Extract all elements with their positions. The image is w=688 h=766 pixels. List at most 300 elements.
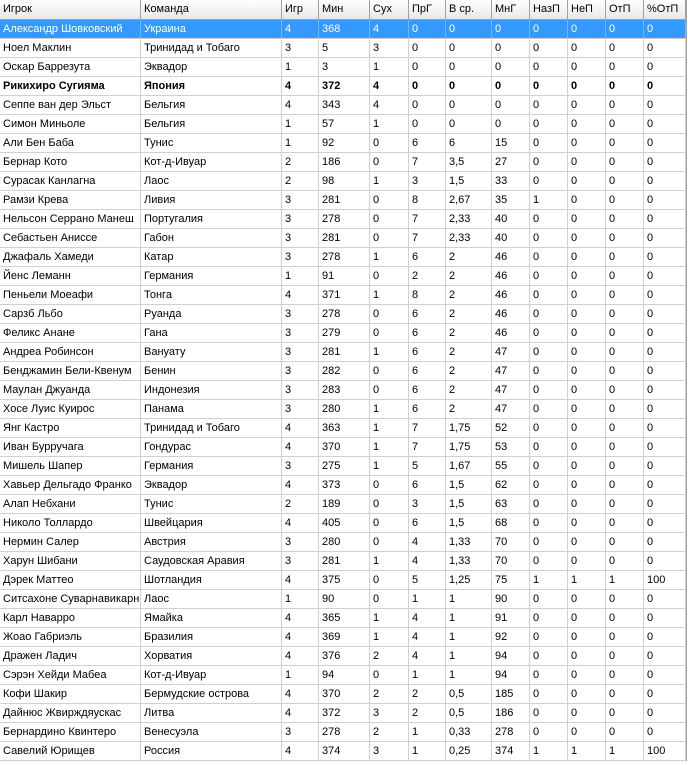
table-row[interactable] — [0, 685, 686, 704]
cell-average: 0 — [446, 20, 492, 38]
column-header-penalties-awarded[interactable]: НазП — [530, 0, 568, 19]
cell-average: 0,33 — [446, 723, 492, 741]
cell-goals-conceded: 0 — [409, 39, 446, 57]
cell-team: Шотландия — [141, 571, 282, 589]
cell-clean-sheets: 0 — [370, 191, 409, 209]
cell-minutes: 92 — [319, 134, 370, 152]
cell-average: 0,5 — [446, 704, 492, 722]
cell-minutes: 375 — [319, 571, 370, 589]
cell-team: Бразилия — [141, 628, 282, 646]
cell-minutes: 5 — [319, 39, 370, 57]
cell-minutes-per-goal: 374 — [492, 742, 530, 760]
table-row[interactable] — [0, 248, 686, 267]
cell-player: Александр Шовковский — [0, 20, 141, 38]
cell-clean-sheets: 3 — [370, 39, 409, 57]
cell-penalties-missed: 0 — [568, 172, 606, 190]
cell-clean-sheets: 1 — [370, 115, 409, 133]
table-row[interactable] — [0, 286, 686, 305]
cell-penalties-saved: 0 — [606, 666, 644, 684]
cell-penalties-saved-percent: 0 — [644, 77, 686, 95]
cell-penalties-saved-percent: 0 — [644, 381, 686, 399]
cell-minutes: 98 — [319, 172, 370, 190]
cell-goals-conceded: 0 — [409, 77, 446, 95]
cell-penalties-awarded: 0 — [530, 628, 568, 646]
cell-penalties-missed: 0 — [568, 495, 606, 513]
cell-minutes-per-goal: 47 — [492, 343, 530, 361]
cell-player: Нельсон Серрано Манеш — [0, 210, 141, 228]
cell-penalties-saved: 0 — [606, 210, 644, 228]
cell-team: Ямайка — [141, 609, 282, 627]
cell-clean-sheets: 0 — [370, 476, 409, 494]
cell-minutes-per-goal: 70 — [492, 533, 530, 551]
cell-goals-conceded: 3 — [409, 495, 446, 513]
cell-penalties-missed: 0 — [568, 419, 606, 437]
cell-clean-sheets: 2 — [370, 685, 409, 703]
cell-penalties-saved-percent: 0 — [644, 590, 686, 608]
cell-average: 1,25 — [446, 571, 492, 589]
cell-player: Харун Шибани — [0, 552, 141, 570]
table-row[interactable] — [0, 153, 686, 172]
column-header-penalties-saved-percent[interactable]: %ОтП — [644, 0, 686, 19]
cell-clean-sheets: 0 — [370, 533, 409, 551]
cell-team: Гана — [141, 324, 282, 342]
cell-goals-conceded: 6 — [409, 362, 446, 380]
cell-goals-conceded: 6 — [409, 134, 446, 152]
cell-team: Россия — [141, 742, 282, 760]
cell-goals-conceded: 6 — [409, 514, 446, 532]
cell-penalties-saved: 0 — [606, 590, 644, 608]
cell-team: Вануату — [141, 343, 282, 361]
cell-games: 4 — [282, 609, 319, 627]
cell-team: Украина — [141, 20, 282, 38]
cell-goals-conceded: 6 — [409, 343, 446, 361]
cell-minutes: 3 — [319, 58, 370, 76]
cell-player: Джафаль Хамеди — [0, 248, 141, 266]
table-row[interactable] — [0, 77, 686, 96]
cell-minutes-per-goal: 0 — [492, 58, 530, 76]
cell-clean-sheets: 1 — [370, 58, 409, 76]
cell-minutes: 281 — [319, 191, 370, 209]
cell-minutes-per-goal: 94 — [492, 666, 530, 684]
cell-penalties-saved: 0 — [606, 647, 644, 665]
cell-player: Алап Небхани — [0, 495, 141, 513]
cell-player: Сарзб Льбо — [0, 305, 141, 323]
cell-team: Кот-д-Ивуар — [141, 666, 282, 684]
cell-minutes: 374 — [319, 742, 370, 760]
cell-average: 2 — [446, 267, 492, 285]
cell-goals-conceded: 6 — [409, 248, 446, 266]
cell-team: Панама — [141, 400, 282, 418]
cell-player: Дайнюс Жвирждяускас — [0, 704, 141, 722]
table-row[interactable] — [0, 438, 686, 457]
cell-team: Габон — [141, 229, 282, 247]
cell-penalties-awarded: 0 — [530, 400, 568, 418]
cell-minutes-per-goal: 63 — [492, 495, 530, 513]
cell-minutes: 282 — [319, 362, 370, 380]
cell-games: 4 — [282, 20, 319, 38]
cell-penalties-saved-percent: 0 — [644, 533, 686, 551]
column-header-minutes[interactable]: Мин — [319, 0, 370, 19]
cell-penalties-saved-percent: 0 — [644, 457, 686, 475]
cell-games: 3 — [282, 362, 319, 380]
cell-penalties-missed: 0 — [568, 457, 606, 475]
table-row[interactable] — [0, 362, 686, 381]
cell-minutes: 90 — [319, 590, 370, 608]
cell-team: Швейцария — [141, 514, 282, 532]
cell-minutes-per-goal: 47 — [492, 400, 530, 418]
cell-team: Кот-д-Ивуар — [141, 153, 282, 171]
cell-penalties-saved: 0 — [606, 400, 644, 418]
cell-games: 4 — [282, 514, 319, 532]
cell-minutes-per-goal: 46 — [492, 324, 530, 342]
table-row[interactable] — [0, 628, 686, 647]
cell-minutes: 371 — [319, 286, 370, 304]
cell-average: 1,5 — [446, 476, 492, 494]
cell-clean-sheets: 1 — [370, 609, 409, 627]
table-row[interactable] — [0, 476, 686, 495]
table-row[interactable] — [0, 20, 686, 39]
cell-minutes: 372 — [319, 704, 370, 722]
cell-penalties-awarded: 0 — [530, 172, 568, 190]
cell-goals-conceded: 7 — [409, 438, 446, 456]
cell-penalties-saved-percent: 0 — [644, 267, 686, 285]
table-row[interactable] — [0, 723, 686, 742]
cell-goals-conceded: 5 — [409, 457, 446, 475]
cell-average: 6 — [446, 134, 492, 152]
cell-player: Йенс Леманн — [0, 267, 141, 285]
cell-penalties-awarded: 0 — [530, 20, 568, 38]
table-row[interactable] — [0, 552, 686, 571]
cell-minutes-per-goal: 94 — [492, 647, 530, 665]
cell-clean-sheets: 2 — [370, 723, 409, 741]
table-row[interactable] — [0, 210, 686, 229]
cell-average: 0 — [446, 77, 492, 95]
cell-clean-sheets: 1 — [370, 400, 409, 418]
cell-clean-sheets: 0 — [370, 134, 409, 152]
cell-games: 3 — [282, 229, 319, 247]
cell-penalties-awarded: 0 — [530, 115, 568, 133]
cell-minutes-per-goal: 46 — [492, 248, 530, 266]
table-row[interactable] — [0, 96, 686, 115]
cell-games: 2 — [282, 495, 319, 513]
cell-team: Австрия — [141, 533, 282, 551]
table-row[interactable] — [0, 381, 686, 400]
cell-penalties-awarded: 0 — [530, 248, 568, 266]
cell-team: Литва — [141, 704, 282, 722]
cell-average: 1,75 — [446, 438, 492, 456]
cell-goals-conceded: 4 — [409, 647, 446, 665]
cell-penalties-saved: 0 — [606, 58, 644, 76]
cell-penalties-saved-percent: 0 — [644, 609, 686, 627]
cell-team: Бенин — [141, 362, 282, 380]
cell-player: Янг Кастро — [0, 419, 141, 437]
cell-minutes: 376 — [319, 647, 370, 665]
column-header-player[interactable]: Игрок — [0, 0, 141, 19]
table-row[interactable] — [0, 609, 686, 628]
cell-games: 1 — [282, 267, 319, 285]
cell-clean-sheets: 1 — [370, 343, 409, 361]
table-row[interactable] — [0, 229, 686, 248]
cell-player: Дэрек Маттео — [0, 571, 141, 589]
cell-games: 1 — [282, 58, 319, 76]
cell-penalties-missed: 0 — [568, 39, 606, 57]
cell-penalties-missed: 1 — [568, 571, 606, 589]
table-row[interactable] — [0, 172, 686, 191]
cell-penalties-saved: 1 — [606, 571, 644, 589]
table-row[interactable] — [0, 343, 686, 362]
cell-games: 3 — [282, 552, 319, 570]
cell-team: Гондурас — [141, 438, 282, 456]
cell-penalties-saved: 0 — [606, 20, 644, 38]
cell-penalties-saved: 0 — [606, 153, 644, 171]
cell-minutes: 91 — [319, 267, 370, 285]
table-row[interactable] — [0, 742, 686, 761]
cell-clean-sheets: 2 — [370, 647, 409, 665]
cell-games: 3 — [282, 381, 319, 399]
cell-player: Сурасак Канлагна — [0, 172, 141, 190]
cell-minutes: 275 — [319, 457, 370, 475]
cell-penalties-missed: 0 — [568, 343, 606, 361]
cell-penalties-saved: 0 — [606, 267, 644, 285]
cell-team: Ливия — [141, 191, 282, 209]
cell-goals-conceded: 1 — [409, 723, 446, 741]
cell-average: 0 — [446, 115, 492, 133]
cell-penalties-awarded: 0 — [530, 96, 568, 114]
cell-team: Тринидад и Тобаго — [141, 419, 282, 437]
cell-penalties-missed: 0 — [568, 20, 606, 38]
cell-player: Ситсахоне Суварнавикарн — [0, 590, 141, 608]
grid-header — [0, 0, 686, 20]
cell-average: 1,67 — [446, 457, 492, 475]
column-header-penalties-saved[interactable]: ОтП — [606, 0, 644, 19]
table-row[interactable] — [0, 419, 686, 438]
cell-goals-conceded: 7 — [409, 153, 446, 171]
table-row[interactable] — [0, 495, 686, 514]
cell-player: Кофи Шакир — [0, 685, 141, 703]
cell-penalties-missed: 0 — [568, 191, 606, 209]
cell-clean-sheets: 1 — [370, 438, 409, 456]
cell-penalties-saved: 0 — [606, 305, 644, 323]
cell-penalties-awarded: 0 — [530, 267, 568, 285]
cell-clean-sheets: 0 — [370, 571, 409, 589]
cell-clean-sheets: 0 — [370, 229, 409, 247]
table-row[interactable] — [0, 533, 686, 552]
cell-games: 1 — [282, 115, 319, 133]
cell-penalties-saved: 0 — [606, 286, 644, 304]
column-header-team[interactable]: Команда — [141, 0, 282, 19]
cell-player: Ноел Маклин — [0, 39, 141, 57]
cell-penalties-saved-percent: 0 — [644, 115, 686, 133]
table-row[interactable] — [0, 115, 686, 134]
column-header-games[interactable]: Игр — [282, 0, 319, 19]
cell-games: 1 — [282, 590, 319, 608]
cell-clean-sheets: 1 — [370, 419, 409, 437]
cell-penalties-missed: 0 — [568, 305, 606, 323]
cell-penalties-missed: 0 — [568, 400, 606, 418]
cell-penalties-saved: 0 — [606, 324, 644, 342]
cell-penalties-missed: 0 — [568, 58, 606, 76]
cell-penalties-awarded: 0 — [530, 134, 568, 152]
table-row[interactable] — [0, 267, 686, 286]
cell-penalties-awarded: 0 — [530, 685, 568, 703]
cell-goals-conceded: 4 — [409, 609, 446, 627]
column-header-clean-sheets[interactable]: Сух — [370, 0, 409, 19]
cell-team: Лаос — [141, 172, 282, 190]
table-row[interactable] — [0, 58, 686, 77]
cell-penalties-awarded: 0 — [530, 476, 568, 494]
cell-penalties-saved: 0 — [606, 628, 644, 646]
column-header-minutes-per-goal[interactable]: МнГ — [492, 0, 530, 19]
cell-penalties-saved: 0 — [606, 457, 644, 475]
cell-minutes-per-goal: 53 — [492, 438, 530, 456]
cell-goals-conceded: 0 — [409, 58, 446, 76]
cell-minutes: 363 — [319, 419, 370, 437]
cell-player: Николо Толлардо — [0, 514, 141, 532]
cell-penalties-awarded: 0 — [530, 723, 568, 741]
cell-penalties-missed: 0 — [568, 324, 606, 342]
table-row[interactable] — [0, 590, 686, 609]
cell-player: Нермин Салер — [0, 533, 141, 551]
cell-penalties-saved: 0 — [606, 172, 644, 190]
cell-player: Себастьен Аниссе — [0, 229, 141, 247]
cell-games: 3 — [282, 248, 319, 266]
cell-minutes-per-goal: 68 — [492, 514, 530, 532]
cell-clean-sheets: 4 — [370, 77, 409, 95]
cell-penalties-saved-percent: 0 — [644, 210, 686, 228]
cell-penalties-saved: 0 — [606, 115, 644, 133]
cell-penalties-missed: 0 — [568, 609, 606, 627]
cell-goals-conceded: 6 — [409, 305, 446, 323]
cell-clean-sheets: 1 — [370, 457, 409, 475]
cell-minutes-per-goal: 62 — [492, 476, 530, 494]
cell-average: 2 — [446, 305, 492, 323]
cell-penalties-awarded: 0 — [530, 324, 568, 342]
table-row[interactable] — [0, 457, 686, 476]
cell-player: Иван Бурручага — [0, 438, 141, 456]
cell-minutes: 57 — [319, 115, 370, 133]
cell-penalties-missed: 0 — [568, 229, 606, 247]
cell-games: 4 — [282, 571, 319, 589]
cell-minutes-per-goal: 47 — [492, 362, 530, 380]
cell-minutes-per-goal: 92 — [492, 628, 530, 646]
cell-minutes: 283 — [319, 381, 370, 399]
cell-penalties-saved-percent: 0 — [644, 96, 686, 114]
cell-penalties-saved: 0 — [606, 229, 644, 247]
column-header-average[interactable]: В ср. — [446, 0, 492, 19]
cell-penalties-saved-percent: 0 — [644, 134, 686, 152]
cell-team: Лаос — [141, 590, 282, 608]
cell-penalties-awarded: 0 — [530, 286, 568, 304]
cell-penalties-missed: 0 — [568, 685, 606, 703]
cell-player: Рамзи Крева — [0, 191, 141, 209]
cell-penalties-saved-percent: 0 — [644, 704, 686, 722]
cell-penalties-awarded: 0 — [530, 381, 568, 399]
table-row[interactable] — [0, 191, 686, 210]
cell-penalties-missed: 0 — [568, 381, 606, 399]
cell-minutes-per-goal: 47 — [492, 381, 530, 399]
cell-penalties-awarded: 0 — [530, 77, 568, 95]
cell-goals-conceded: 1 — [409, 742, 446, 760]
cell-goals-conceded: 5 — [409, 571, 446, 589]
cell-goals-conceded: 4 — [409, 533, 446, 551]
cell-penalties-saved: 0 — [606, 248, 644, 266]
cell-average: 0,25 — [446, 742, 492, 760]
table-row[interactable] — [0, 400, 686, 419]
table-row[interactable] — [0, 704, 686, 723]
cell-player: Бернар Кото — [0, 153, 141, 171]
cell-goals-conceded: 7 — [409, 419, 446, 437]
cell-minutes: 280 — [319, 400, 370, 418]
table-row[interactable] — [0, 647, 686, 666]
cell-games: 4 — [282, 628, 319, 646]
cell-games: 4 — [282, 742, 319, 760]
cell-games: 4 — [282, 286, 319, 304]
cell-penalties-awarded: 0 — [530, 343, 568, 361]
cell-team: Япония — [141, 77, 282, 95]
table-row[interactable] — [0, 134, 686, 153]
cell-penalties-saved: 0 — [606, 609, 644, 627]
cell-penalties-missed: 0 — [568, 362, 606, 380]
column-header-goals-conceded[interactable]: ПрГ — [409, 0, 446, 19]
cell-games: 3 — [282, 191, 319, 209]
cell-minutes-per-goal: 46 — [492, 286, 530, 304]
cell-average: 0 — [446, 96, 492, 114]
cell-penalties-saved: 0 — [606, 685, 644, 703]
cell-minutes: 94 — [319, 666, 370, 684]
table-row[interactable] — [0, 305, 686, 324]
cell-average: 1 — [446, 628, 492, 646]
cell-minutes: 369 — [319, 628, 370, 646]
table-row[interactable] — [0, 571, 686, 590]
cell-penalties-saved-percent: 0 — [644, 20, 686, 38]
cell-penalties-awarded: 0 — [530, 229, 568, 247]
cell-team: Катар — [141, 248, 282, 266]
cell-player: Бернардино Квинтеро — [0, 723, 141, 741]
cell-team: Руанда — [141, 305, 282, 323]
table-row[interactable] — [0, 324, 686, 343]
cell-minutes: 278 — [319, 248, 370, 266]
cell-penalties-awarded: 0 — [530, 419, 568, 437]
table-row[interactable] — [0, 666, 686, 685]
cell-games: 2 — [282, 153, 319, 171]
cell-penalties-saved: 0 — [606, 723, 644, 741]
cell-goals-conceded: 8 — [409, 286, 446, 304]
cell-goals-conceded: 7 — [409, 210, 446, 228]
cell-team: Эквадор — [141, 58, 282, 76]
cell-player: Рикихиро Сугияма — [0, 77, 141, 95]
cell-penalties-saved-percent: 0 — [644, 153, 686, 171]
cell-minutes-per-goal: 0 — [492, 20, 530, 38]
cell-penalties-saved-percent: 0 — [644, 286, 686, 304]
cell-average: 0 — [446, 58, 492, 76]
cell-average: 0,5 — [446, 685, 492, 703]
column-header-penalties-missed[interactable]: НеП — [568, 0, 606, 19]
cell-minutes: 373 — [319, 476, 370, 494]
cell-penalties-awarded: 0 — [530, 514, 568, 532]
cell-minutes: 372 — [319, 77, 370, 95]
cell-penalties-awarded: 0 — [530, 438, 568, 456]
cell-goals-conceded: 4 — [409, 628, 446, 646]
cell-penalties-saved-percent: 0 — [644, 39, 686, 57]
cell-minutes-per-goal: 55 — [492, 457, 530, 475]
cell-penalties-missed: 0 — [568, 476, 606, 494]
table-row[interactable] — [0, 514, 686, 533]
cell-games: 4 — [282, 96, 319, 114]
cell-penalties-saved: 0 — [606, 514, 644, 532]
table-row[interactable] — [0, 39, 686, 58]
cell-clean-sheets: 0 — [370, 324, 409, 342]
cell-penalties-saved: 0 — [606, 704, 644, 722]
